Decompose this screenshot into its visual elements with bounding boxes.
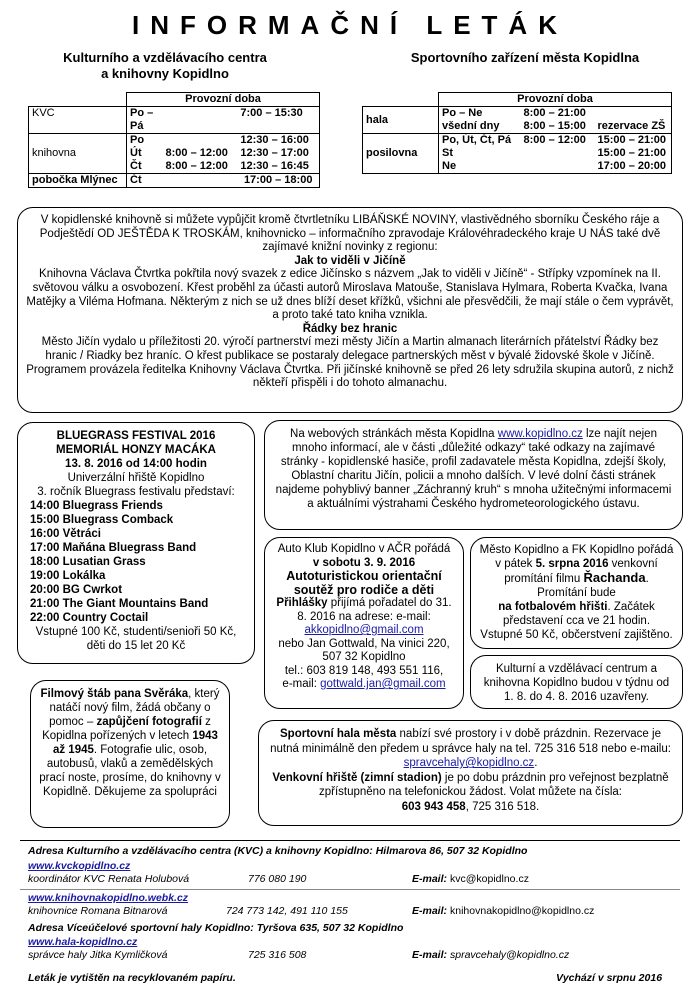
- kvc-header-line2: a knihovny Kopidlno: [101, 66, 229, 81]
- book-desc-2: Město Jičín vydalo u příležitosti 20. výročí partnerství mezi městy Jičín a Martin almanach literárních přátelství Řádky bez hranic / Riadky bez hraníc. O křest publikace se postaraly delegace partnerských měst v bývalé židovské škole v Jičíně. Programem provázela ředitelka Knihovny Václava Čtvrtka. Při jičínské knihovně se před 26 lety sdružila skupina autorů, z nichž někteří přispěli i do tohoto almanachu.: [26, 336, 674, 390]
- table-row: pobočka Mlýnec Čt 17:00 – 18:00: [29, 174, 320, 188]
- library-web-link[interactable]: www.knihovnakopidlno.webk.cz: [28, 892, 189, 904]
- festival-lineup: [26, 499, 246, 625]
- book-desc-1: Knihovna Václava Čtvrtka pokřtila nový svazek z edice Jičínsko s názvem „Jak to viděli v Jičíně“ - Střípky vzpomínek na II. světovou válku a osvobození. Křest proběhl za účasti autorů Miroslava Matouše, Stanislava Hylmara, Roberta Kvačka, Ivana Matějky a Viléma Hofmana. Některým z nich se už dnes blíží deset křížků, všichni ale přesvědčili, že mají stále o čem vyprávět, a proto také tato kniha vznikla.: [26, 268, 674, 322]
- table-row: KVC Po – Pá 7:00 – 15:30: [29, 107, 320, 134]
- gottwald-email-link[interactable]: gottwald.jan@gmail.com: [320, 678, 446, 690]
- festival-subtitle: MEMORIÁL HONZY MACÁKA: [56, 444, 216, 456]
- festival-price-2: děti do 15 let 20 Kč: [86, 640, 186, 652]
- kvc-header-line1: Kulturního a vzdělávacího centra: [63, 50, 267, 65]
- sports-hall-box: Sportovní hala města nabízí své prostory i v době prázdnin. Rezervace je nutná minimálně den předem u správce haly na tel. 725 316 518 nebo e-mailu: spravcehaly@kopidlno.cz. Venkovní hřiště (zimní stadion) je po dobu prázdnin pro veřejnost bezplatně zpřístupněno na telefonickou žádost. Volat můžete na čísla: 603 943 458, 725 316 518.: [258, 720, 683, 826]
- table-row: Po 12:30 – 16:00: [29, 134, 320, 148]
- book-title-2: Řádky bez hranic: [302, 322, 398, 335]
- table-row: posilovna Po, Út, Čt, Pá St Ne 8:00 – 12:00 15:00 – 21:00 15:00 – 21:00 17:00 – 20:00: [363, 134, 672, 174]
- page-title: INFORMAČNÍ LETÁK: [132, 10, 568, 40]
- list-item: 18:00 Lusatian Grass: [30, 556, 146, 568]
- festival-place: Univerzální hřiště Kopidlno: [67, 472, 205, 484]
- hall-web-link[interactable]: www.hala-kopidlno.cz: [28, 936, 138, 948]
- book-title-1: Jak to viděli v Jičíně: [294, 254, 406, 267]
- website-text: lze najít nejen mnoho informací, ale v části „důležité odkazy“ také odkazy na zajímavé stránky - kopidlenské hasiče, profil zadavatele města Kopidlna, zdejší školy, Oblastní charitu Jičín, policii a mnoho dalších. V levé dolní části stránek najdeme pohyblivý banner „Záchranný kruh“ s mnoha užitečnými informacemi a aktuálními výstrahami Českého hydrometeorologického ústavu.: [275, 428, 672, 510]
- kvc-header: [30, 50, 300, 82]
- festival-title: BLUEGRASS FESTIVAL 2016: [56, 430, 216, 442]
- sverak-film-box: Filmový štáb pana Svěráka, který natáčí nový film, žádá občany o pomoc – zapůjčení fotografií z Kopidlna pořízených v letech 1943 až 1945. Fotografie ulic, osob, autobusů, vlaků a zemědělských prací noste, prosíme, do knihovny v Kopidlně. Děkujeme za spolupráci: [30, 680, 230, 828]
- website-link[interactable]: www.kopidlno.cz: [497, 428, 583, 440]
- list-item: 21:00 The Giant Mountains Band: [30, 598, 209, 610]
- sport-header: Sportovního zařízení města Kopidlna: [410, 50, 640, 65]
- kvc-web-link[interactable]: www.kvckopidlno.cz: [28, 860, 131, 872]
- hall-email-link[interactable]: spravcehaly@kopidlno.cz: [403, 757, 535, 769]
- footer-divider: [20, 840, 680, 841]
- festival-price-1: Vstupné 100 Kč, studenti/senioři 50 Kč,: [35, 626, 237, 638]
- kvc-address: Adresa Kulturního a vzdělávacího centra (KVC) a knihovny Kopidlno: Hilmarova 86, 507 32 Kopidlno: [28, 845, 528, 857]
- bluegrass-festival-box: [17, 422, 255, 664]
- table-row: hala Po – Ne všední dny 8:00 – 21:00 8:00 – 15:00 rezervace ZŠ: [363, 107, 672, 134]
- list-item: 14:00 Bluegrass Friends: [30, 500, 163, 512]
- website-info-box: Na webových stránkách města Kopidlna www.kopidlno.cz lze najít nejen mnoho informací, ale v části „důležité odkazy“ také odkazy na zajímavé stránky - kopidlenské hasiče, profil zadavatele města Kopidlna, zdejší školy, Oblastní charitu Jičín, policii a mnoho dalších. V levé dolní části stránek najdeme pohyblivý banner „Záchranný kruh“ s mnoha užitečnými informacemi a aktuálními výstrahami Českého hydrometeorologického ústavu.: [264, 420, 683, 530]
- sport-schedule-table: [362, 92, 672, 174]
- festival-lead: 3. ročník Bluegrass festivalu představí:: [37, 486, 235, 498]
- list-item: 22:00 Country Coctail: [30, 612, 149, 624]
- hall-address: Adresa Víceúčelové sportovní haly Kopidlno: Tyršova 635, 507 32 Kopidlno: [28, 922, 404, 934]
- sport-table-heading: Provozní doba: [439, 93, 672, 107]
- library-news-box: [17, 207, 683, 413]
- list-item: 16:00 Větráci: [30, 528, 101, 540]
- list-item: 15:00 Bluegrass Comback: [30, 514, 174, 526]
- kvc-table-heading: Provozní doba: [127, 93, 320, 107]
- autoklub-box: Auto Klub Kopidlno v AČR pořádá v sobotu 3. 9. 2016 Autoturistickou orientační soutěž pro rodiče a děti Přihlášky přijímá pořadatel do 31. 8. 2016 na adrese: e-mail: akkopidlno@gmail.com nebo Jan Gottwald, Na vinici 220, 507 32 Kopidlno tel.: 603 819 148, 493 551 116, e-mail: gottwald.jan@gmail.com: [264, 537, 464, 709]
- table-row: knihovna Út 8:00 – 12:00 12:30 – 17:00: [29, 147, 320, 160]
- kvc-schedule-table: [28, 92, 320, 188]
- issue-date: Vychází v srpnu 2016: [556, 972, 663, 984]
- autoklub-email-link[interactable]: akkopidlno@gmail.com: [304, 624, 424, 636]
- film-screening-box: Město Kopidlno a FK Kopidlno pořádá v pátek 5. srpna 2016 venkovní promítání filmu Řachanda. Promítání bude na fotbalovém hřišti. Začátek představení cca ve 21 hodin. Vstupné 50 Kč, občerstvení zajištěno.: [470, 537, 683, 649]
- library-intro: V kopidlenské knihovně si můžete vypůjčit kromě čtvrtletníku LIBÁŇSKÉ NOVINY, vlastivědného sborníku Českého ráje a Podještědí OD JEŠTĚDA K TROSKÁM, knihovnicko – informačního zpravodaje Královéhradeckého kraje U NÁS také dvě zajímavé knižní novinky z regionu:: [39, 214, 661, 254]
- recycled-note: Leták je vytištěn na recyklovaném papíru.: [28, 972, 236, 984]
- list-item: 17:00 Maňána Bluegrass Band: [30, 542, 197, 554]
- closure-notice-box: Kulturní a vzdělávací centrum a knihovna Kopidlno budou v týdnu od 1. 8. do 4. 8. 2016 uzavřeny.: [470, 655, 683, 709]
- table-row: Čt 8:00 – 12:00 12:30 – 16:45: [29, 160, 320, 174]
- list-item: 20:00 BG Cwrkot: [30, 584, 123, 596]
- list-item: 19:00 Lokálka: [30, 570, 106, 582]
- festival-date: 13. 8. 2016 od 14:00 hodin: [65, 458, 207, 470]
